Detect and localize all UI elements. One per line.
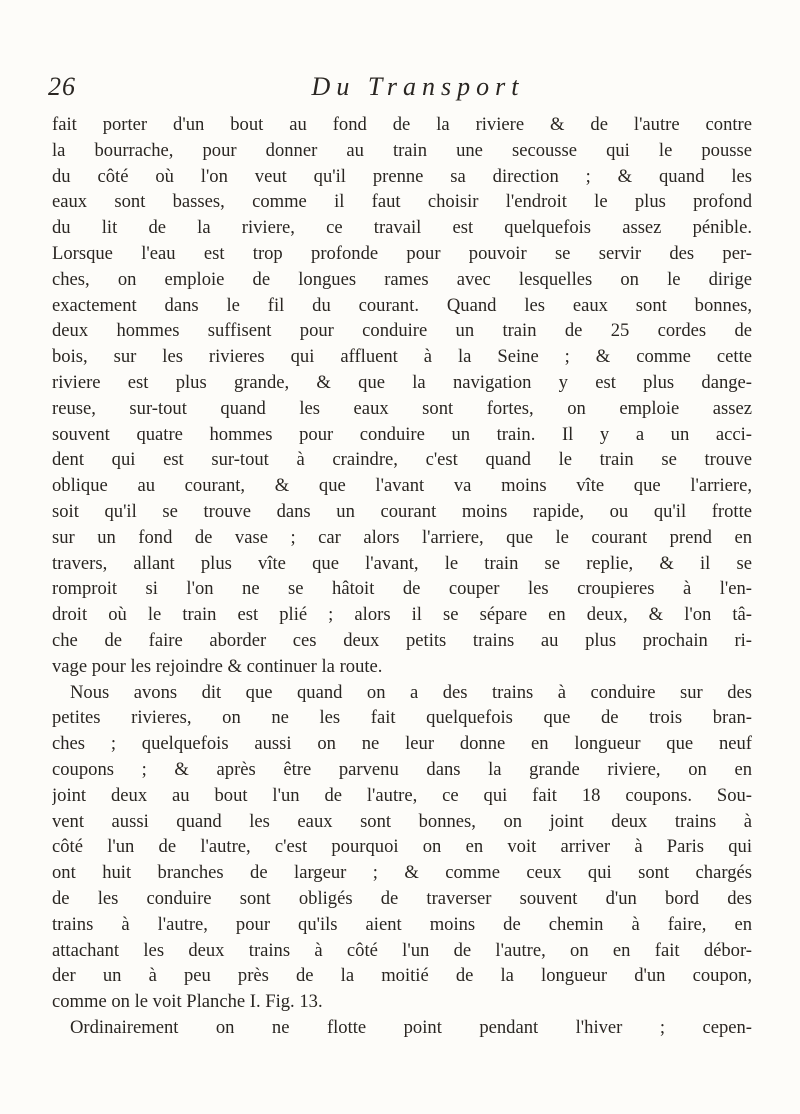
text-line: Ordinairement on ne flotte point pendant l'hiver ; cepen- (70, 1016, 752, 1038)
text-line: droit où le train est plié ; alors il se sépare en deux, & l'on tâ- (52, 604, 752, 626)
text-line: attachant les deux trains à côté l'un de l'autre, on en fait débor- (52, 939, 752, 961)
text-line: che de faire aborder ces deux petits trains au plus prochain ri- (52, 629, 752, 651)
text-line: de les conduire sont obligés de traverser souvent d'un bord des (52, 887, 752, 909)
running-head (48, 72, 748, 108)
text-line: exactement dans le fil du courant. Quand les eaux sont bonnes, (52, 294, 752, 316)
body-text (52, 112, 752, 1041)
text-line: ont huit branches de largeur ; & comme ceux qui sont chargés (52, 862, 752, 884)
text-line: trains à l'autre, pour qu'ils aient moins de chemin à faire, en (52, 913, 752, 935)
text-line: Nous avons dit que quand on a des trains à conduire sur des (70, 681, 752, 703)
running-title: Du Transport (311, 72, 525, 101)
page-number: 26 (48, 72, 76, 101)
text-line: deux hommes suffisent pour conduire un train de 25 cordes de (52, 320, 752, 342)
text-line: riviere est plus grande, & que la navigation y est plus dange- (52, 371, 752, 393)
text-line: joint deux au bout l'un de l'autre, ce qui fait 18 coupons. Sou- (52, 784, 752, 806)
text-line: der un à peu près de la moitié de la longueur d'un coupon, (52, 965, 752, 987)
text-line: du lit de la riviere, ce travail est quelquefois assez pénible. (52, 217, 752, 239)
text-line: fait porter d'un bout au fond de la riviere & de l'autre contre (52, 114, 752, 135)
text-line: du côté où l'on veut qu'il prenne sa direction ; & quand les (52, 165, 752, 187)
text-line: ches ; quelquefois aussi on ne leur donne en longueur que neuf (52, 733, 752, 755)
text-line: dent qui est sur-tout à craindre, c'est quand le train se trouve (52, 449, 752, 471)
text-line: soit qu'il se trouve dans un courant moins rapide, ou qu'il frotte (52, 500, 752, 522)
text-line: ches, on emploie de longues rames avec lesquelles on le dirige (52, 268, 752, 290)
text-line: travers, allant plus vîte que l'avant, le train se replie, & il se (52, 552, 752, 574)
text-line: la bourrache, pour donner au train une secousse qui le pousse (52, 139, 752, 161)
text-line: romproit si l'on ne se hâtoit de couper les croupieres à l'en- (52, 578, 752, 600)
text-line: oblique au courant, & que l'avant va moins vîte que l'arriere, (52, 475, 752, 497)
text-line: Lorsque l'eau est trop profonde pour pouvoir se servir des per- (52, 242, 752, 264)
text-line: reuse, sur-tout quand les eaux sont fortes, on emploie assez (52, 397, 752, 419)
text-line: petites rivieres, on ne les fait quelquefois que de trois bran- (52, 707, 752, 729)
text-line: eaux sont basses, comme il faut choisir l'endroit le plus profond (52, 191, 752, 213)
text-line: côté l'un de l'autre, c'est pourquoi on en voit arriver à Paris qui (52, 836, 752, 858)
text-line: coupons ; & après être parvenu dans la grande riviere, on en (52, 758, 752, 780)
text-line: bois, sur les rivieres qui affluent à la Seine ; & comme cette (52, 346, 752, 368)
text-line: vent aussi quand les eaux sont bonnes, on joint deux trains à (52, 810, 752, 832)
text-line: souvent quatre hommes pour conduire un train. Il y a un acci- (52, 423, 752, 445)
text-line: sur un fond de vase ; car alors l'arriere, que le courant prend en (52, 526, 752, 548)
text-line: vage pour les rejoindre & continuer la route. (52, 655, 383, 677)
text-line: comme on le voit Planche I. Fig. 13. (52, 991, 323, 1013)
